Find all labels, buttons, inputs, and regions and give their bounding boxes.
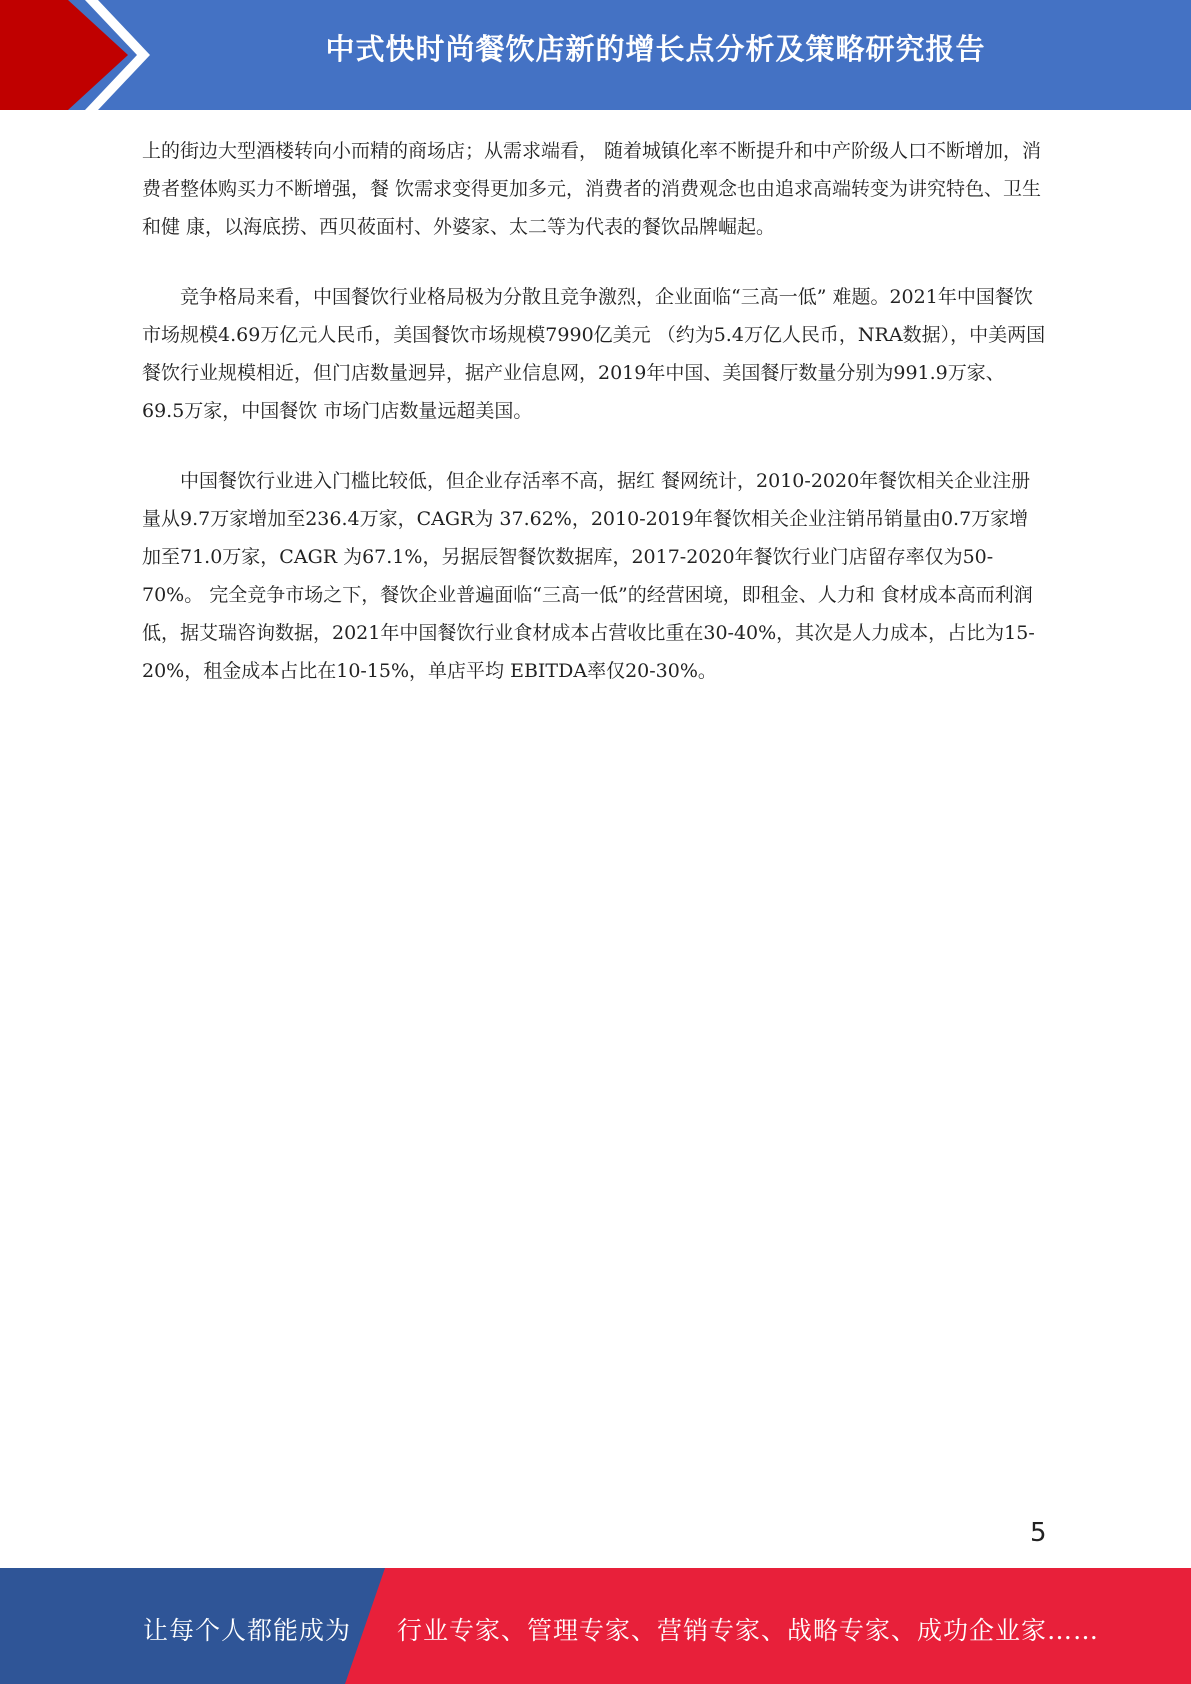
footer-slogan-left: 让每个人都能成为	[143, 1616, 352, 1645]
footer-slogan-right: 行业专家、管理专家、营销专家、战略专家、成功企业家……	[397, 1616, 1100, 1645]
body-text	[142, 132, 1047, 722]
report-footer	[0, 1568, 1191, 1684]
page-number: 5	[1030, 1518, 1047, 1548]
report-title: 中式快时尚餐饮店新的增长点分析及策略研究报告	[325, 32, 986, 66]
paragraph-demand: 上的街边大型酒楼转向小而精的商场店；从需求端看， 随着城镇化率不断提升和中产阶级人口不断增加，消费者整体购买力不断增强，餐 饮需求变得更加多元，消费者的消费观念也由追求高端转变为讲究特色、卫生和健 康，以海底捞、西贝莜面村、外婆家、太二等为代表的餐饮品牌崛起。	[142, 140, 1042, 238]
report-header	[0, 0, 1191, 110]
paragraph-competition: 竞争格局来看，中国餐饮行业格局极为分散且竞争激烈，企业面临“三高一低” 难题。2021年中国餐饮市场规模4.69万亿元人民币，美国餐饮市场规模7990亿美元 （约为5.4万亿人民币，NRA数据），中美两国餐饮行业规模相近，但门店数量迥异，据产业信息网，2019年中国、美国餐厅数量分别为991.9万家、69.5万家，中国餐饮 市场门店数量远超美国。	[142, 286, 1046, 422]
paragraph-survival-rate: 中国餐饮行业进入门槛比较低，但企业存活率不高，据红 餐网统计，2010-2020年餐饮相关企业注册量从9.7万家增加至236.4万家，CAGR为 37.62%，2010-2019年餐饮相关企业注销吊销量由0.7万家增加至71.0万家，CAGR 为67.1%，另据辰智餐饮数据库，2017-2020年餐饮行业门店留存率仅为50-70%。 完全竞争市场之下，餐饮企业普遍面临“三高一低”的经营困境，即租金、人力和 食材成本高而利润低，据艾瑞咨询数据，2021年中国餐饮行业食材成本占营收比重在30-40%，其次是人力成本，占比为15-20%，租金成本占比在10-15%，单店平均 EBITDA率仅20-30%。	[142, 470, 1035, 682]
